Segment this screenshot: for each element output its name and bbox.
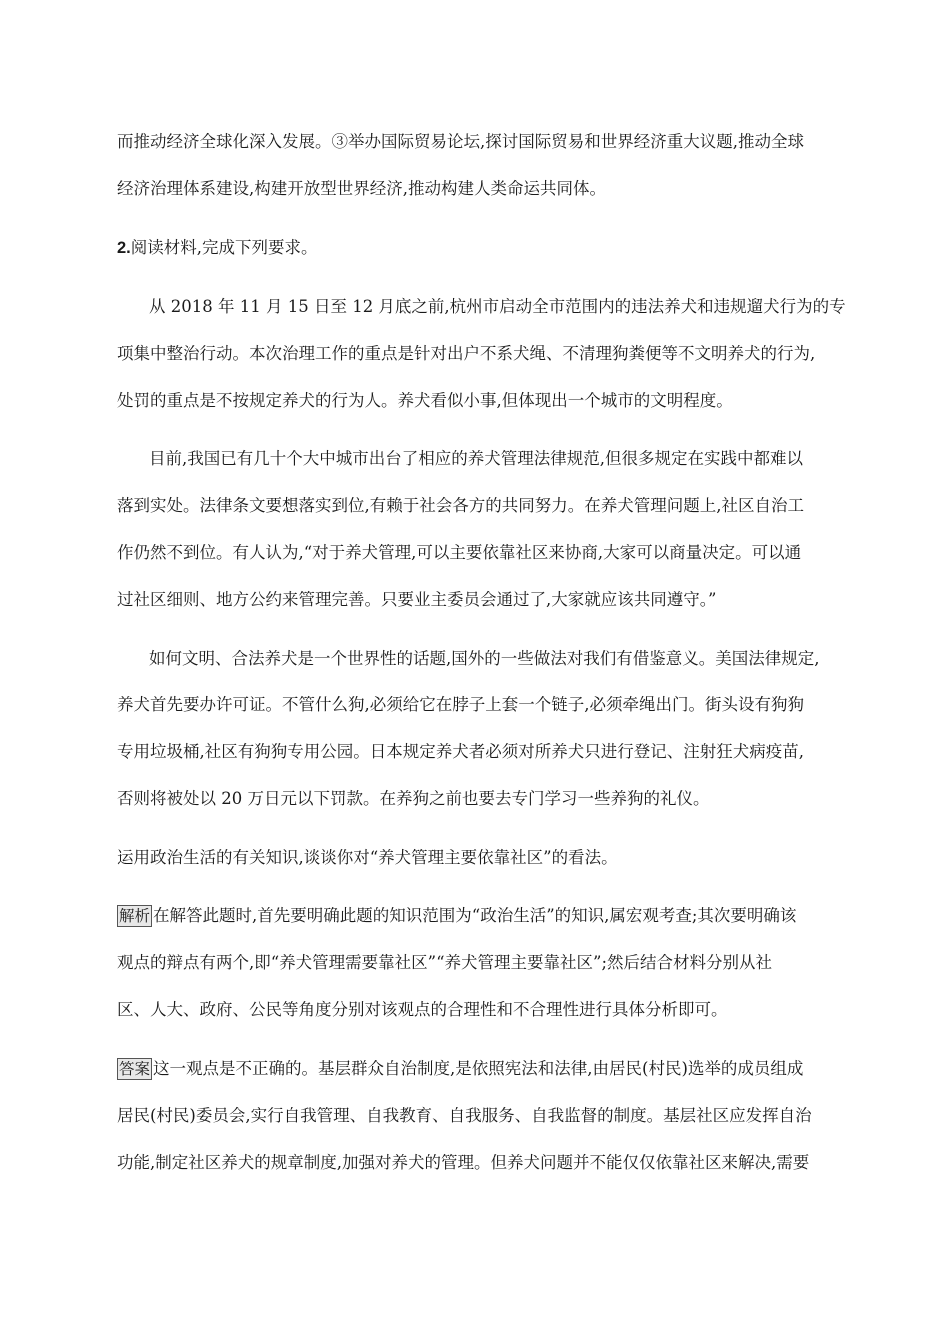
material-p2-line-3: 作仍然不到位。有人认为,“对于养犬管理,可以主要依靠社区来协商,大家可以商量决定。可以通 — [117, 543, 802, 562]
material-p3-line-1: 如何文明、合法养犬是一个世界性的话题,国外的一些做法对我们有借鉴意义。美国法律规定, — [149, 649, 820, 668]
material-p2-line-4: 过社区细则、地方公约来管理完善。只要业主委员会通过了,大家就应该共同遵守。” — [117, 590, 717, 609]
question-prompt: 阅读材料,完成下列要求。 — [130, 238, 318, 257]
continuation-line-1: 而推动经济全球化深入发展。③举办国际贸易论坛,探讨国际贸易和世界经济重大议题,推动全球 — [117, 132, 804, 151]
question-number: 2. — [117, 239, 131, 257]
material-p2-line-1: 目前,我国已有几十个大中城市出台了相应的养犬管理法律规范,但很多规定在实践中都难以 — [149, 449, 803, 468]
analysis-line-3: 区、人大、政府、公民等角度分别对该观点的合理性和不合理性进行具体分析即可。 — [117, 1000, 728, 1019]
continuation-line-2: 经济治理体系建设,构建开放型世界经济,推动构建人类命运共同体。 — [117, 179, 606, 198]
analysis-text-1: 在解答此题时,首先要明确此题的知识范围为“政治生活”的知识,属宏观考查;其次要明确该 — [153, 906, 797, 925]
answer-tag: 答案 — [119, 1060, 151, 1078]
material-p1-line-3: 处罚的重点是不按规定养犬的行为人。养犬看似小事,但体现出一个城市的文明程度。 — [117, 391, 733, 410]
analysis-tag: 解析 — [119, 907, 151, 925]
material-p3-line-2: 养犬首先要办许可证。不管什么狗,必须给它在脖子上套一个链子,必须牵绳出门。街头设有狗狗 — [117, 695, 804, 714]
material-p1-line-2: 项集中整治行动。本次治理工作的重点是针对出户不系犬绳、不清理狗粪便等不文明养犬的行为, — [117, 344, 816, 363]
answer-text-1: 这一观点是不正确的。基层群众自治制度,是依照宪法和法律,由居民(村民)选举的成员组成 — [153, 1059, 804, 1078]
answer-line-2: 居民(村民)委员会,实行自我管理、自我教育、自我服务、自我监督的制度。基层社区应发挥自治 — [117, 1106, 812, 1125]
analysis-line-2: 观点的辩点有两个,即“养犬管理需要靠社区”“养犬管理主要靠社区”;然后结合材料分别从社 — [117, 953, 773, 972]
material-p1-line-1: 从 2018 年 11 月 15 日至 12 月底之前,杭州市启动全市范围内的违法养犬和违规遛犬行为的专 — [149, 297, 846, 316]
answer-line-1 — [117, 1058, 803, 1080]
material-p3-line-4: 否则将被处以 20 万日元以下罚款。在养狗之前也要去专门学习一些养狗的礼仪。 — [117, 789, 710, 808]
material-p3-line-3: 专用垃圾桶,社区有狗狗专用公园。日本规定养犬者必须对所养犬只进行登记、注射狂犬病疫苗, — [117, 742, 804, 761]
task-text: 运用政治生活的有关知识,谈谈你对“养犬管理主要依靠社区”的看法。 — [117, 848, 618, 867]
question-heading — [117, 237, 318, 259]
material-p2-line-2: 落到实处。法律条文要想落实到位,有赖于社会各方的共同努力。在养犬管理问题上,社区自治工 — [117, 496, 804, 515]
analysis-line-1 — [117, 905, 796, 927]
answer-line-3: 功能,制定社区养犬的规章制度,加强对养犬的管理。但养犬问题并不能仅仅依靠社区来解决,需要 — [117, 1153, 810, 1172]
